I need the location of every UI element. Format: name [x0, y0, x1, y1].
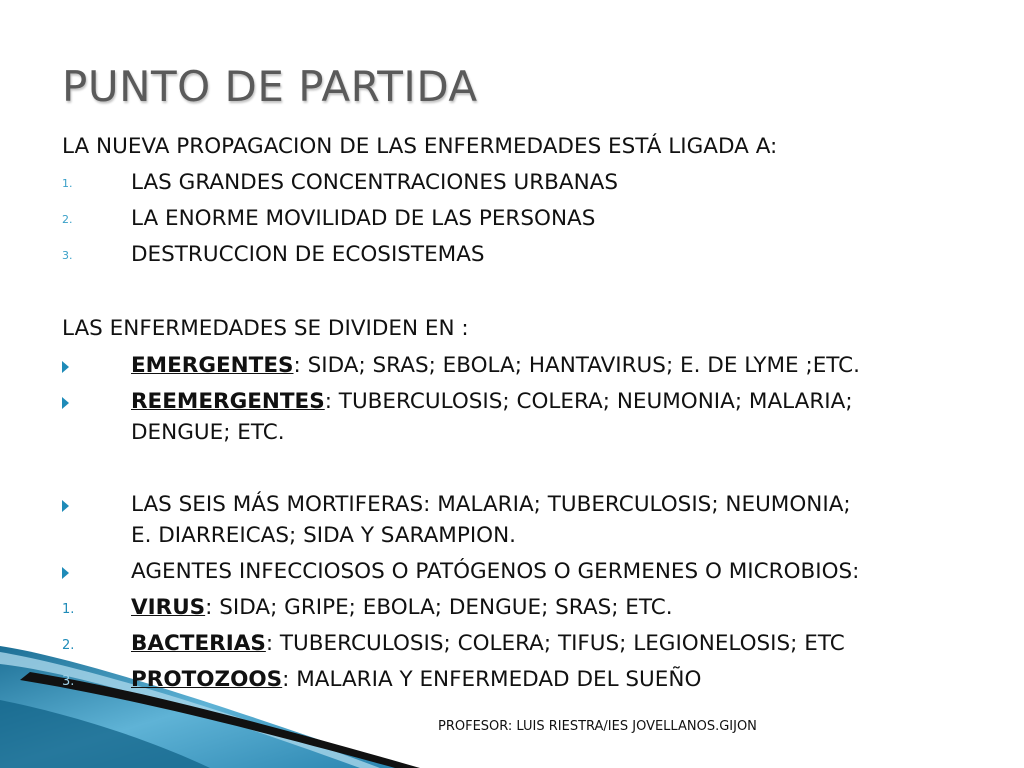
agent-bacterias-line — [131, 628, 845, 660]
list-marker: 3. — [62, 249, 73, 262]
bullet-arrow-icon — [62, 567, 69, 579]
term-emergentes: EMERGENTES — [131, 353, 294, 378]
term-protozoos: PROTOZOOS — [131, 667, 283, 692]
mortiferas-line-1: LAS SEIS MÁS MORTIFERAS: MALARIA; TUBERCULOSIS; NEUMONIA; — [131, 492, 851, 517]
reemergentes-line — [131, 386, 853, 418]
bullet-arrow-icon — [62, 361, 69, 373]
agentes-line: AGENTES INFECCIOSOS O PATÓGENOS O GERMENES O MICROBIOS: — [131, 559, 860, 584]
reemergentes-text: : TUBERCULOSIS; COLERA; NEUMONIA; MALARIA; — [324, 389, 853, 414]
bullet-arrow-icon — [62, 397, 69, 409]
emergentes-text: : SIDA; SRAS; EBOLA; HANTAVIRUS; E. DE LYME ;ETC. — [293, 353, 861, 378]
term-bacterias: BACTERIAS — [131, 631, 266, 656]
list-marker: 3. — [62, 674, 75, 689]
list-marker: 2. — [62, 638, 75, 653]
bullet-arrow-icon — [62, 500, 69, 512]
intro-line: LA NUEVA PROPAGACION DE LAS ENFERMEDADES ESTÁ LIGADA A: — [62, 134, 778, 159]
mortiferas-line-2: E. DIARREICAS; SIDA Y SARAMPION. — [131, 523, 517, 548]
reemergentes-line-2: DENGUE; ETC. — [131, 420, 285, 445]
list-item: LAS GRANDES CONCENTRACIONES URBANAS — [131, 170, 619, 195]
slide-title: PUNTO DE PARTIDA — [62, 62, 478, 111]
virus-text: : SIDA; GRIPE; EBOLA; DENGUE; SRAS; ETC. — [205, 595, 673, 620]
footer-credit: PROFESOR: LUIS RIESTRA/IES JOVELLANOS.GIJON — [438, 719, 757, 734]
term-virus: VIRUS — [131, 595, 206, 620]
bacterias-text: : TUBERCULOSIS; COLERA; TIFUS; LEGIONELOSIS; ETC — [265, 631, 845, 656]
list-marker: 2. — [62, 213, 73, 226]
list-item: LA ENORME MOVILIDAD DE LAS PERSONAS — [131, 206, 596, 231]
list-marker: 1. — [62, 177, 73, 190]
term-reemergentes: REEMERGENTES — [131, 389, 325, 414]
protozoos-text: : MALARIA Y ENFERMEDAD DEL SUEÑO — [282, 667, 702, 692]
emergentes-line — [131, 350, 860, 382]
list-marker: 1. — [62, 602, 75, 617]
agent-protozoos-line — [131, 664, 701, 696]
list-item: DESTRUCCION DE ECOSISTEMAS — [131, 242, 485, 267]
divide-heading: LAS ENFERMEDADES SE DIVIDEN EN : — [62, 316, 469, 341]
agent-virus-line — [131, 592, 673, 624]
